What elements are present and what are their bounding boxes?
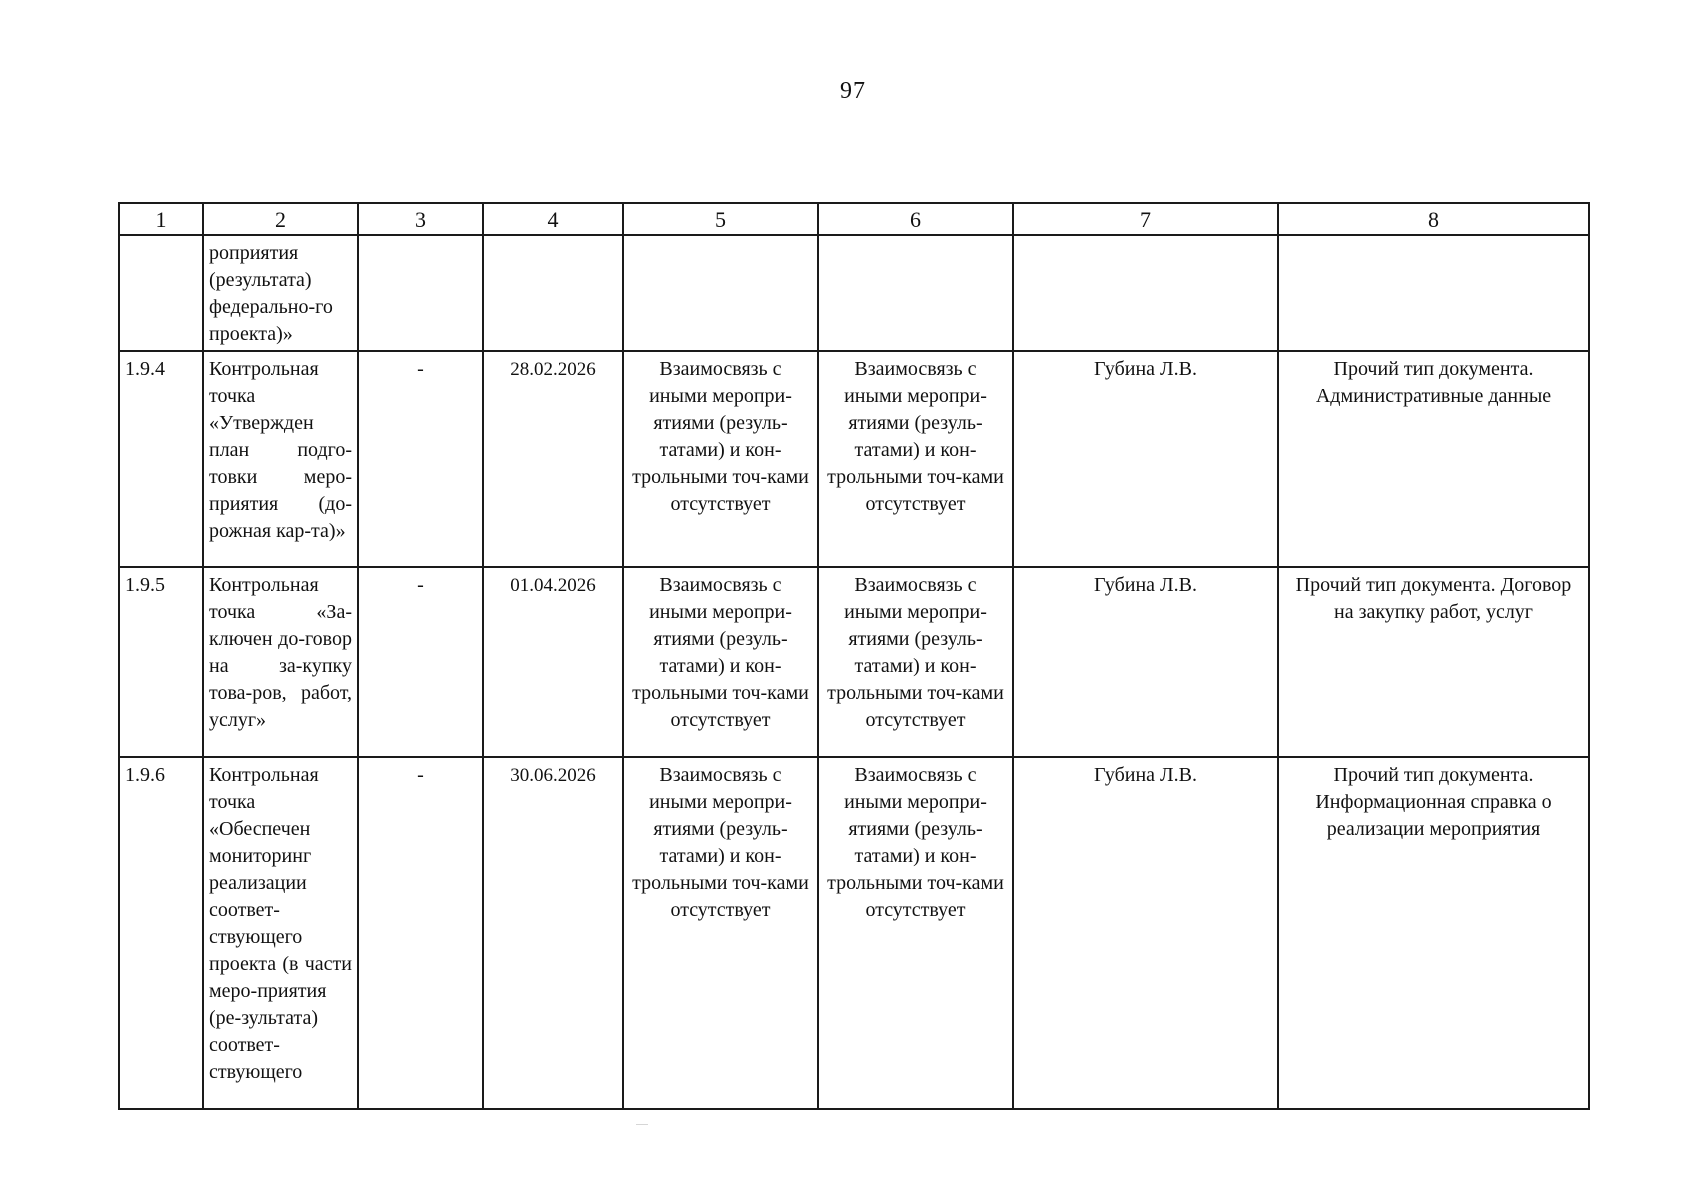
cell-col5: Взаимосвязь с иными меропри-ятиями (резуль-татами) и кон-трольными точ-ками отсутствует: [623, 567, 818, 757]
header-col-6: 6: [818, 203, 1013, 235]
cell-responsible: Губина Л.В.: [1013, 567, 1278, 757]
cell-document: Прочий тип документа. Административные данные: [1278, 351, 1589, 567]
cell-name: Контрольная точка «Утвержден план подго-товки меро-приятия (до-рожная кар-та)»: [203, 351, 358, 567]
activity-table: [118, 202, 1590, 1110]
cell-col3: -: [358, 757, 483, 1109]
cell-date: 01.04.2026: [483, 567, 623, 757]
cell-name: Контрольная точка «За-ключен до-говор на за-купку това-ров, работ, услуг»: [203, 567, 358, 757]
header-col-3: 3: [358, 203, 483, 235]
header-col-7: 7: [1013, 203, 1278, 235]
cell-col6: Взаимосвязь с иными меропри-ятиями (резуль-татами) и кон-трольными точ-ками отсутствует: [818, 351, 1013, 567]
table-row: [119, 351, 1589, 567]
cell-col3: [358, 235, 483, 351]
cell-date: [483, 235, 623, 351]
cell-col5: [623, 235, 818, 351]
cell-name: роприятия (результата) федерально-го проекта)»: [203, 235, 358, 351]
cell-col5: Взаимосвязь с иными меропри-ятиями (резуль-татами) и кон-трольными точ-ками отсутствует: [623, 757, 818, 1109]
cell-number: 1.9.5: [119, 567, 203, 757]
cell-responsible: Губина Л.В.: [1013, 757, 1278, 1109]
header-row: [119, 203, 1589, 235]
cell-date: 30.06.2026: [483, 757, 623, 1109]
table-row-continuation: [119, 235, 1589, 351]
cell-col5: Взаимосвязь с иными меропри-ятиями (резуль-татами) и кон-трольными точ-ками отсутствует: [623, 351, 818, 567]
cell-document: Прочий тип документа. Договор на закупку работ, услуг: [1278, 567, 1589, 757]
cell-document: [1278, 235, 1589, 351]
table-row: [119, 567, 1589, 757]
header-col-1: 1: [119, 203, 203, 235]
header-col-8: 8: [1278, 203, 1589, 235]
table-header: [119, 203, 1589, 235]
header-col-5: 5: [623, 203, 818, 235]
cell-number: 1.9.6: [119, 757, 203, 1109]
cell-number: [119, 235, 203, 351]
cell-name: Контрольная точка «Обеспечен мониторинг реализации соответ-ствующего проекта (в части меро-приятия (ре-зультата) соответ-ствующего: [203, 757, 358, 1109]
cell-col6: [818, 235, 1013, 351]
cell-col3: -: [358, 351, 483, 567]
scan-artifact: [636, 1124, 648, 1125]
table-body: [119, 235, 1589, 1109]
table-row: [119, 757, 1589, 1109]
cell-col3: -: [358, 567, 483, 757]
header-col-4: 4: [483, 203, 623, 235]
cell-date: 28.02.2026: [483, 351, 623, 567]
cell-col6: Взаимосвязь с иными меропри-ятиями (резуль-татами) и кон-трольными точ-ками отсутствует: [818, 567, 1013, 757]
cell-number: 1.9.4: [119, 351, 203, 567]
cell-document: Прочий тип документа. Информационная справка о реализации мероприятия: [1278, 757, 1589, 1109]
header-col-2: 2: [203, 203, 358, 235]
cell-responsible: [1013, 235, 1278, 351]
cell-responsible: Губина Л.В.: [1013, 351, 1278, 567]
cell-col6: Взаимосвязь с иными меропри-ятиями (резуль-татами) и кон-трольными точ-ками отсутствует: [818, 757, 1013, 1109]
page-number: 97: [840, 78, 866, 104]
